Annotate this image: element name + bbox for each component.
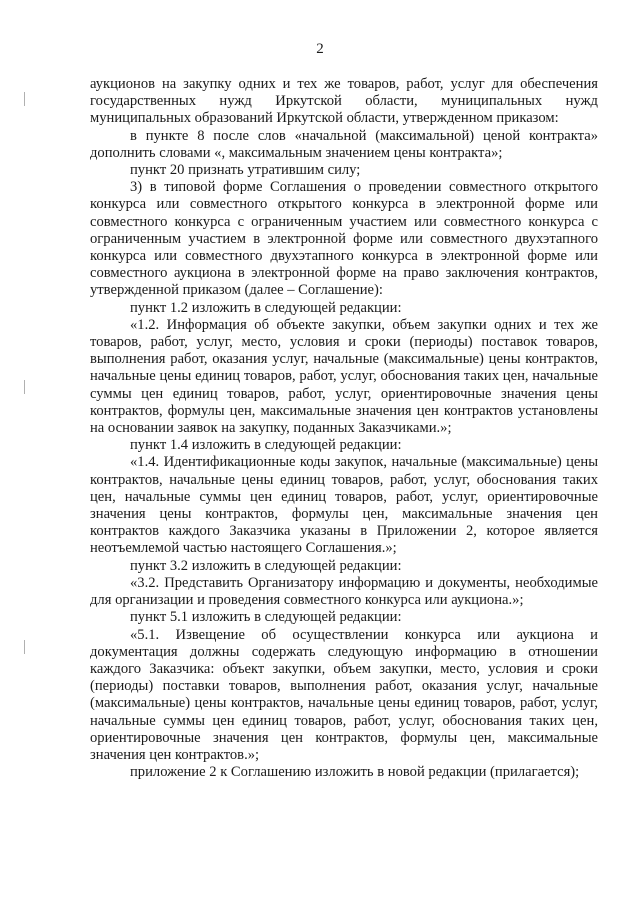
paragraph: пункт 3.2 изложить в следующей редакции: [130, 557, 402, 574]
page-number: 2 [316, 41, 324, 57]
paragraph: аукционов на закупку одних и тех же товаров, работ, услуг для обеспечения государственных нужд Иркутской области, муниципальных нужд муниципальных образований Иркутской области, утвержденном приказом: [90, 76, 598, 127]
paragraph: пункт 1.4 изложить в следующей редакции: [130, 437, 402, 454]
paragraph: «5.1. Извещение об осуществлении конкурса или аукциона и документация должны содержать следующую информацию в отношении каждого Заказчика: объект закупки, объем закупки, место, условия и сроки (периоды) поставки товаров, выполнения работ, оказания услуг, начальные (максимальные) цены контрактов, начальные цены единиц товаров, работ, услуг, начальные суммы цен единиц товаров, работ, услуг, обоснования таких цен, ориентировочные значения цен контрактов, формулы цен, максимальные значения цен контрактов.»; [90, 626, 598, 763]
paragraph: пункт 5.1 изложить в следующей редакции: [130, 609, 402, 626]
paragraph: 3) в типовой форме Соглашения о проведении совместного открытого конкурса или совместного открытого конкурса в электронной форме или совместного конкурса с ограниченным участием или совместного конкурса с ограниченным участием в электронной форме или совместного двухэтапного конкурса или совместного двухэтапного конкурса в электронной форме или совместного аукциона в электронной форме на право заключения контрактов, утвержденной приказом (далее – Соглашение): [90, 179, 598, 299]
paragraph: пункт 20 признать утратившим силу; [130, 162, 361, 179]
paragraph: «1.2. Информация об объекте закупки, объем закупки одних и тех же товаров, работ, услуг, место, условия и сроки (периоды) поставок товаров, выполнения работ, оказания услуг, начальные (максимальные) цены контрактов, начальные цены единиц товаров, работ, услуг, обоснования таких цен, начальные суммы цен единиц товаров, работ, услуг, ориентировочные значения цены контрактов, формулы цен, максимальные значения цен контрактов установлены на основании заявок на закупку, поданных Заказчиками.»; [90, 316, 598, 437]
paragraph: «3.2. Представить Организатору информацию и документы, необходимые для организации и проведения совместного конкурса или аукциона.»; [90, 574, 598, 609]
paragraph: пункт 1.2 изложить в следующей редакции: [130, 299, 402, 316]
binder-mark [24, 92, 25, 106]
binder-mark [24, 380, 25, 394]
document-body [90, 76, 598, 781]
paragraph: в пункте 8 после слов «начальной (максимальной) ценой контракта» дополнить словами «, максимальным значением цены контракта»; [90, 127, 598, 161]
paragraph: приложение 2 к Соглашению изложить в новой редакции (прилагается); [130, 764, 580, 781]
binder-mark [24, 640, 25, 654]
paragraph: «1.4. Идентификационные коды закупок, начальные (максимальные) цены контрактов, начальные цены единиц товаров, работ, услуг, обоснования таких цен, начальные суммы цен единиц товаров, работ, услуг, ориентировочные значения цены контрактов, формулы цен, максимальные значения цен контрактов каждого Заказчика указаны в Приложении 2, которое является неотъемлемой частью настоящего Соглашения.»; [90, 454, 598, 557]
